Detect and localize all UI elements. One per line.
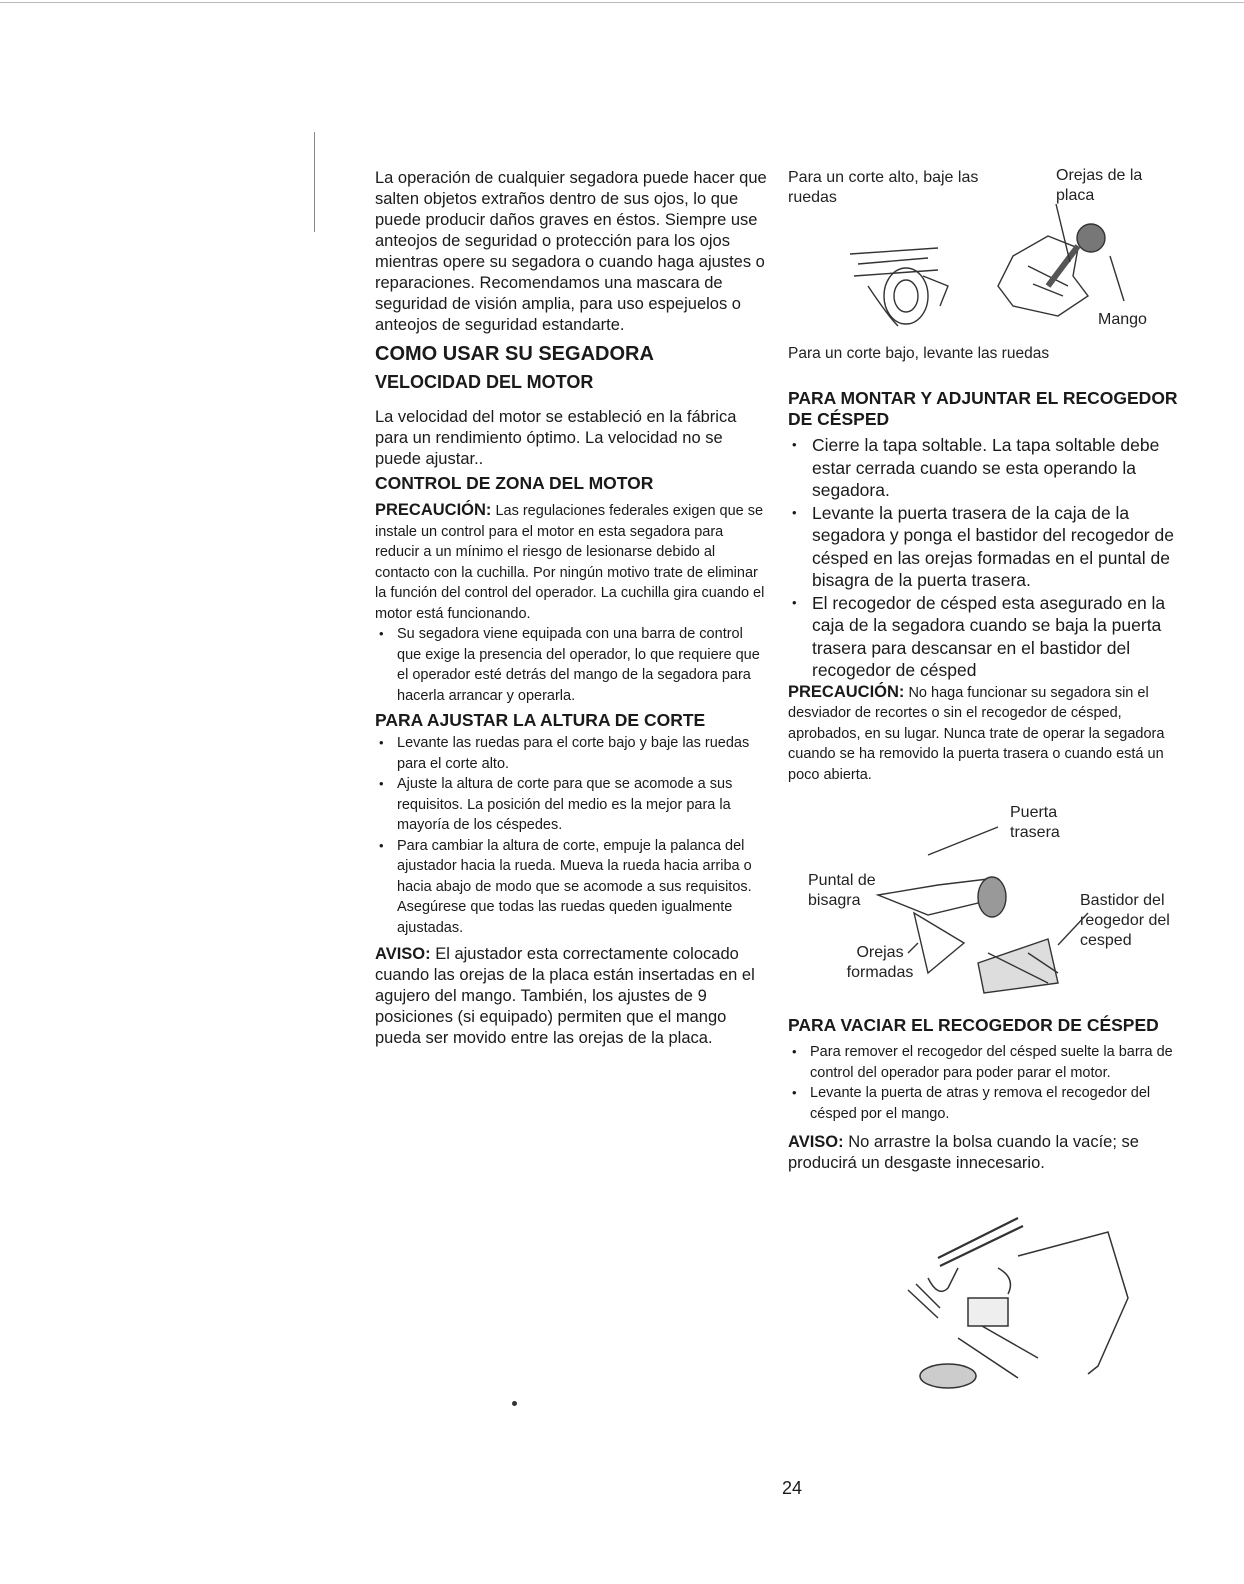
list-item: • Para remover el recogedor del césped suelte la barra de control del operador para poder parar el motor. xyxy=(788,1042,1198,1083)
list-item: • Cierre la tapa soltable. La tapa soltable debe estar cerrada cuando se esta operando la segadora. xyxy=(788,434,1198,502)
page-number: 24 xyxy=(782,1478,803,1498)
notice-text: No arrastre la bolsa cuando la vacíe; se producirá un desgaste innecesario. xyxy=(788,1133,1139,1172)
bag-handle-grip xyxy=(968,1298,1008,1326)
heading-engine-speed: VELOCIDAD DEL MOTOR xyxy=(375,372,594,392)
label-high-cut: Para un corte alto, baje las ruedas xyxy=(788,169,979,206)
list-item: • El recogedor de césped esta asegurado en la caja de la segadora cuando se baja la puerta trasera para descansar en el bastidor del recogedor de césped xyxy=(788,592,1198,682)
list-item: • Su segadora viene equipada con una barra de control que exige la presencia del operador, lo que requiere que el operador esté detrás del mango de la segadora para hacerla arrancar y operarla. xyxy=(375,624,767,706)
caution-text: Las regulaciones federales exigen que se instale un control para el motor en esta segadora para reducir a un mínimo el riesgo de lesionarse debido al contacto con la cuchilla. Por ningún motivo trate de eliminar la función del control del operador. La cuchilla gira cuando el motor está funcionando. xyxy=(375,503,765,622)
frame-leader xyxy=(1058,913,1088,945)
hand-left xyxy=(928,1268,958,1291)
caption-low-cut: Para un corte bajo, levante las ruedas xyxy=(788,345,1050,362)
label-handle: Mango xyxy=(1098,311,1147,328)
wheel-adjust-illustration xyxy=(788,166,1198,366)
zone-caution xyxy=(375,500,767,624)
frame-bracket xyxy=(914,913,964,973)
leader-handle xyxy=(1110,256,1124,301)
heading-empty-catcher: PARA VACIAR EL RECOGEDOR DE CÉSPED xyxy=(788,1015,1159,1035)
caution-text: No haga funcionar su segadora sin el desviador de recortes o sin el recogedor de césped, aprobados, en su lugar. Nunca trate de operar la segadora cuando se ha removido la puerta trasera o cuando está un poco abierta. xyxy=(788,684,1165,783)
grass-bag xyxy=(1018,1232,1128,1374)
eye-safety-intro: La operación de cualquier segadora puede hacer que salten objetos extraños dentro de sus ojos, lo que puede producir daños graves en éstos. Siempre use anteojos de seguridad o protección para los ojos mientras opere su segadora o cuando haga ajustes o reparaciones. Recomendamos una mascara de seguridad de visión amplia, para uso espejuelos o anteojos de seguridad estandarte. xyxy=(375,169,767,334)
engine-speed-text: La velocidad del motor se estableció en la fábrica para un rendimiento óptimo. La velocidad no se puede ajustar.. xyxy=(375,408,737,468)
notice-text: El ajustador esta correctamente colocado cuando las orejas de la placa están insertadas en el agujero del mango. También, los ajustes de 9 posiciones (si equipado) permiten que el mango pueda ser movido entre las orejas de la placa. xyxy=(375,945,755,1047)
left-column xyxy=(375,168,767,1049)
list-item: • Levante las ruedas para el corte bajo y baje las ruedas para el corte alto. xyxy=(375,733,767,774)
list-item: • Para cambiar la altura de corte, empuje la palanca del ajustador hacia la rueda. Mueva la rueda hacia arriba o hacia abajo de modo que se acomode a sus requisitos. Asegúrese que todas las ruedas queden igualmente ajustadas. xyxy=(375,836,767,939)
roller xyxy=(978,877,1006,917)
label-hinge: Puntal de bisagra xyxy=(808,872,876,909)
hand-right xyxy=(998,1268,1010,1294)
ears-leader xyxy=(908,943,918,953)
catcher-bullet-list xyxy=(788,434,1198,682)
empty-notice xyxy=(788,1132,1198,1174)
list-item: • Levante la puerta de atras y remova el recogedor del césped por el mango. xyxy=(788,1083,1198,1124)
heading-cut-height: PARA AJUSTAR LA ALTURA DE CORTE xyxy=(375,710,706,730)
remove-catcher-illustration xyxy=(788,1198,1198,1398)
margin-rule xyxy=(314,132,315,232)
notice-label: AVISO: xyxy=(788,1133,844,1151)
label-formed-ears: Orejas formadas xyxy=(846,944,914,981)
leader-plate-ears xyxy=(1056,204,1070,262)
list-item: • Levante la puerta trasera de la caja de la segadora y ponga el bastidor del recogedor de césped en las orejas formadas en el puntal de bisagra de la puerta trasera. xyxy=(788,502,1198,592)
label-catcher-frame: Bastidor del reogedor del cesped xyxy=(1080,892,1170,949)
rear-door-leader xyxy=(928,827,998,855)
list-item: • Ajuste la altura de corte para que se acomode a sus requisitos. La posición del medio es la mejor para la mayoría de los céspedes. xyxy=(375,774,767,836)
zone-bullet-list xyxy=(375,624,767,706)
wheel xyxy=(920,1364,976,1388)
caution-label: PRECAUCIÓN: xyxy=(788,682,905,701)
empty-bullet-list xyxy=(788,1042,1198,1124)
wheel-left xyxy=(884,268,928,324)
hinge-rod xyxy=(878,879,988,915)
label-plate-ears: Orejas de la placa xyxy=(1056,167,1143,204)
figure-remove-catcher xyxy=(788,1198,1198,1398)
catcher-caution xyxy=(788,682,1198,786)
heading-engine-zone-control: CONTROL DE ZONA DEL MOTOR xyxy=(375,473,654,493)
adjuster-lever xyxy=(1048,246,1078,286)
cut-height-bullet-list xyxy=(375,733,767,938)
stray-dot xyxy=(512,1401,517,1406)
figure-wheel-height xyxy=(788,166,1198,376)
notice-label: AVISO: xyxy=(375,945,431,963)
heading-mount-catcher: PARA MONTAR Y ADJUNTAR EL RECOGEDOR DE CÉSPED xyxy=(788,388,1178,429)
section-heading-using-mower: COMO USAR SU SEGADORA xyxy=(375,343,654,365)
label-rear-door: Puerta trasera xyxy=(1010,804,1060,841)
catcher-mounting-illustration xyxy=(788,803,1198,1003)
wheel-knob xyxy=(1077,224,1105,252)
mower-handle xyxy=(938,1218,1023,1266)
right-column xyxy=(788,166,1198,1398)
figure-catcher-mounting xyxy=(788,803,1198,999)
top-scan-line xyxy=(0,2,1244,3)
catcher-frame xyxy=(978,939,1058,993)
caution-label: PRECAUCIÓN: xyxy=(375,501,492,519)
adjuster-notice xyxy=(375,944,767,1049)
